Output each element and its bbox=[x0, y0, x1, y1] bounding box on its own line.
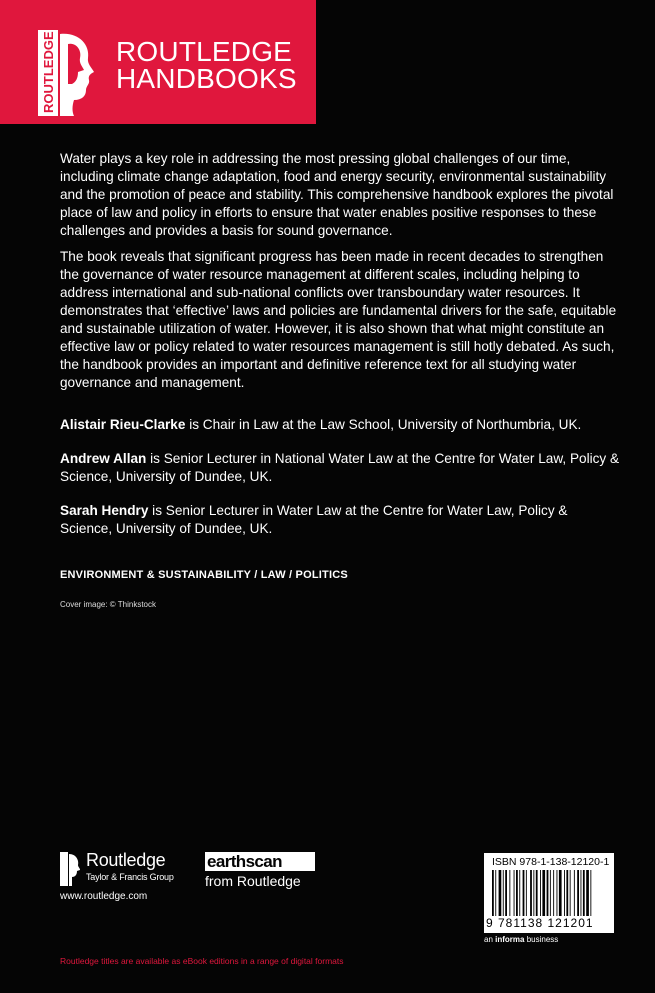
imprint-logo bbox=[205, 852, 317, 889]
routledge-profile-logo-icon bbox=[38, 30, 98, 116]
isbn-barcode-box bbox=[484, 853, 614, 933]
cover-image-credit: Cover image: © Thinkstock bbox=[60, 600, 157, 609]
editor-bio bbox=[60, 450, 620, 486]
series-name-line2: HANDBOOKS bbox=[116, 63, 297, 94]
subject-categories: ENVIRONMENT & SUSTAINABILITY / LAW / POLITICS bbox=[60, 569, 348, 581]
publisher-group: Taylor & Francis Group bbox=[86, 872, 174, 882]
informa-business-tagline: an informa business bbox=[484, 935, 559, 944]
description-paragraph-2: The book reveals that significant progress has been made in recent decades to strengthen the governance of water resource management at different scales, including helping to address international and sub-national conflicts over transboundary water resources. It demonstrates that ‘effective’ laws and policies are fundamental drivers for the safe, equitable and sustainable utilization of water. However, it is also shown that what might constitute an effective law or policy related to water resources management is still hotly debated. As such, the handbook provides an important and definitive reference text for all studying water governance and management. bbox=[60, 249, 617, 390]
series-brand-banner bbox=[0, 0, 316, 124]
publisher-url[interactable]: www.routledge.com bbox=[60, 891, 148, 902]
barcode-icon bbox=[490, 870, 610, 916]
isbn-label: ISBN 978-1-138-12120-1 bbox=[492, 856, 610, 868]
ebook-availability-note: Routledge titles are available as eBook editions in a range of digital formats bbox=[60, 956, 344, 966]
series-name bbox=[116, 38, 297, 92]
imprint-subtitle: from Routledge bbox=[205, 873, 301, 889]
editor-bio-text: is Senior Lecturer in Water Law at the Centre for Water Law, Policy & Science, University of Dundee, UK. bbox=[60, 503, 568, 536]
editor-name: Alistair Rieu-Clarke bbox=[60, 417, 186, 432]
editor-bio-text: is Chair in Law at the Law School, University of Northumbria, UK. bbox=[185, 417, 582, 432]
imprint-wordmark: earthscan bbox=[205, 852, 315, 871]
description-paragraph-1: Water plays a key role in addressing the most pressing global challenges of our time, including climate change adaptation, food and energy security, environmental sustainability and the promotion of peace and stability. This comprehensive handbook explores the pivotal place of law and policy in efforts to ensure that water enables positive responses to these challenges and provides a basis for sound governance. bbox=[60, 151, 614, 238]
routledge-mark-icon bbox=[60, 852, 80, 886]
editor-bio-text: is Senior Lecturer in National Water Law at the Centre for Water Law, Policy & Science, University of Dundee, UK. bbox=[60, 451, 620, 484]
barcode-digits: 9 781138 121201 bbox=[486, 916, 594, 930]
informa-brand: informa bbox=[495, 935, 525, 944]
publisher-name: Routledge bbox=[86, 850, 166, 870]
editor-bio bbox=[60, 416, 620, 434]
editor-bio bbox=[60, 502, 620, 538]
series-name-line1: ROUTLEDGE bbox=[116, 36, 293, 67]
editor-name: Andrew Allan bbox=[60, 451, 147, 466]
editor-name: Sarah Hendry bbox=[60, 503, 149, 518]
svg-text:ROUTLEDGE: ROUTLEDGE bbox=[41, 31, 56, 113]
